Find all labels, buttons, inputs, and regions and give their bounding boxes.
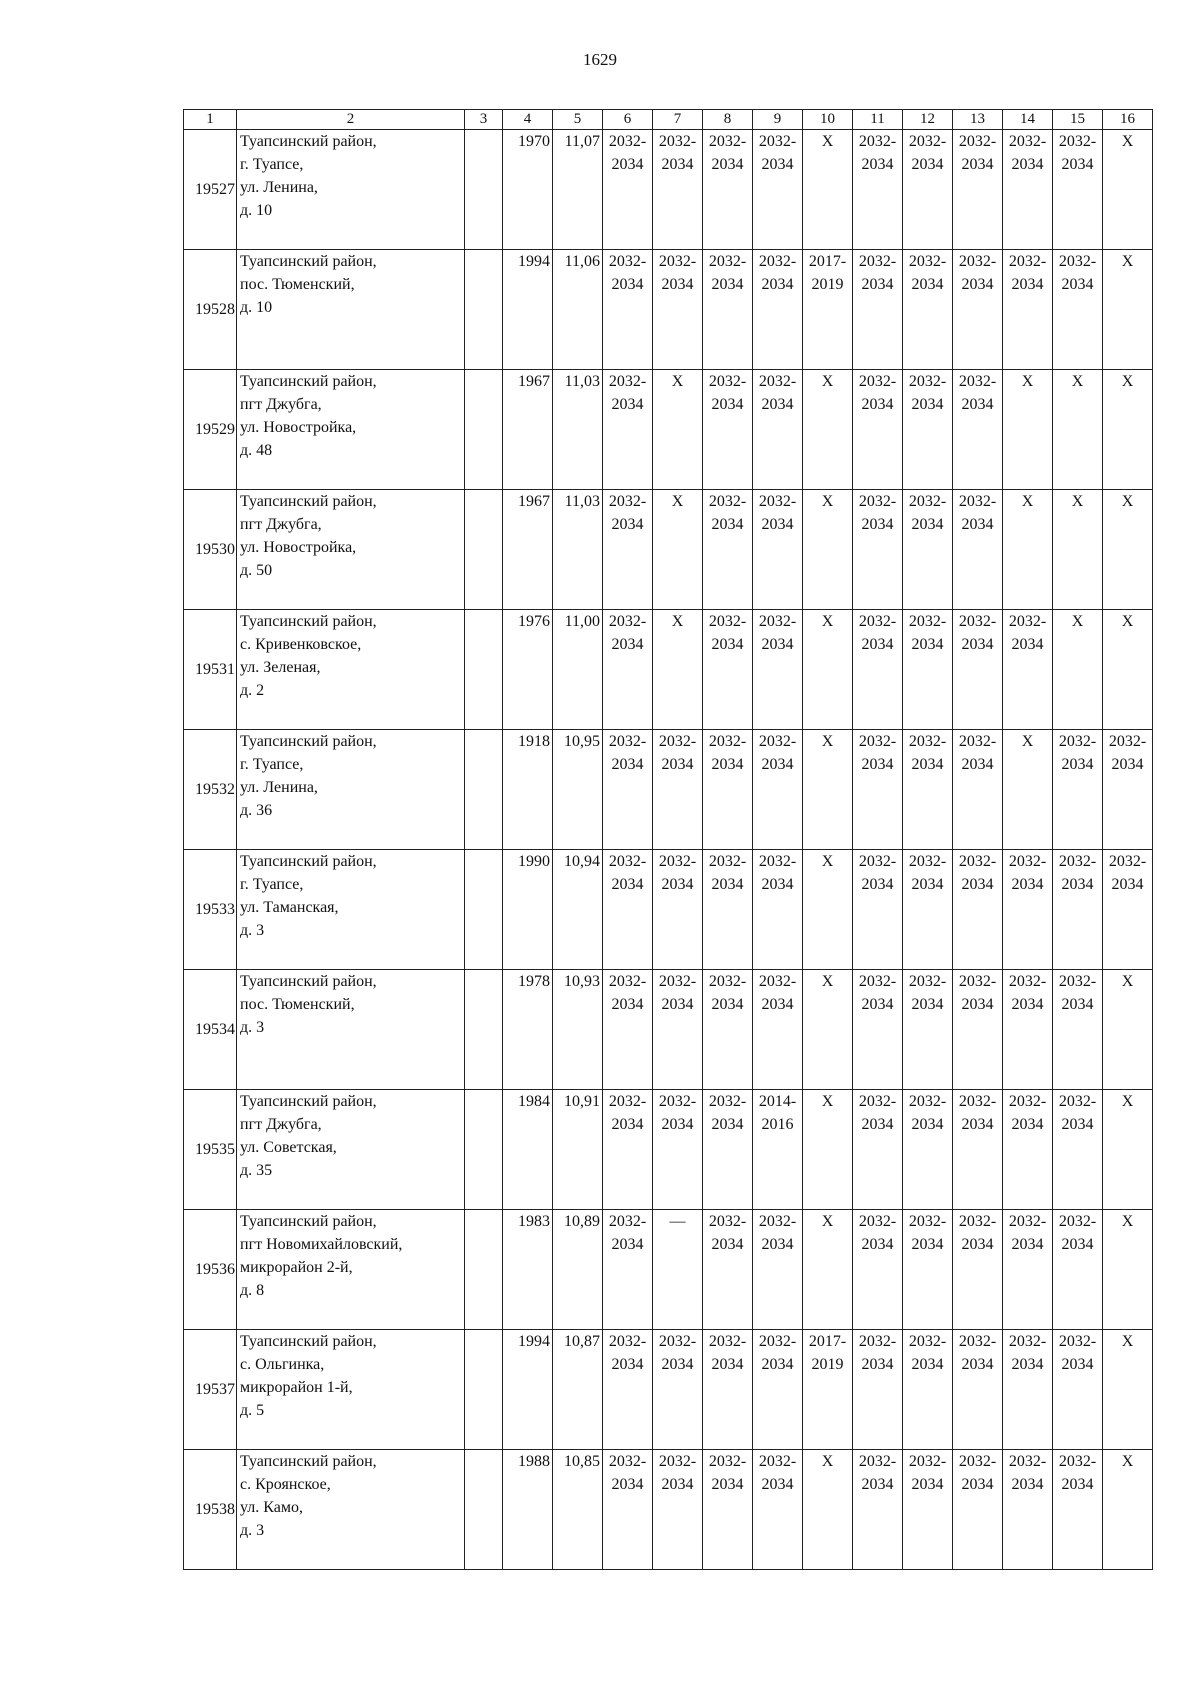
period-cell: 2032- 2034 bbox=[703, 610, 753, 730]
record-number: 19536 bbox=[184, 1210, 237, 1330]
period-cell: 2032- 2034 bbox=[753, 610, 803, 730]
column-3-cell bbox=[465, 490, 503, 610]
table-row bbox=[184, 610, 1153, 730]
period-cell: 2014- 2016 bbox=[753, 1090, 803, 1210]
address-line: пгт Новомихайловский, bbox=[240, 1236, 403, 1253]
period-cell: X bbox=[1053, 490, 1103, 610]
value-cell: 10,95 bbox=[553, 730, 603, 850]
period-cell: 2032- 2034 bbox=[603, 970, 653, 1090]
period-cell: 2032- 2034 bbox=[1053, 130, 1103, 250]
period-cell: 2032- 2034 bbox=[953, 490, 1003, 610]
period-cell: 2032- 2034 bbox=[853, 370, 903, 490]
period-cell: 2017- 2019 bbox=[803, 1330, 853, 1450]
address-cell bbox=[237, 370, 465, 490]
year-cell: 1918 bbox=[503, 730, 553, 850]
period-cell: 2032- 2034 bbox=[1003, 1450, 1053, 1570]
value-cell: 11,00 bbox=[553, 610, 603, 730]
column-header: 16 bbox=[1103, 110, 1153, 130]
period-cell: 2032- 2034 bbox=[703, 850, 753, 970]
period-cell: 2032- 2034 bbox=[1003, 130, 1053, 250]
address-line: д. 35 bbox=[240, 1162, 273, 1179]
period-cell: 2032- 2034 bbox=[653, 1450, 703, 1570]
period-cell: 2032- 2034 bbox=[653, 850, 703, 970]
period-cell: 2032- 2034 bbox=[903, 730, 953, 850]
address-line: микрорайон 2-й, bbox=[240, 1259, 353, 1276]
address-line: Туапсинский район, bbox=[240, 1213, 377, 1230]
address-line: пос. Тюменский, bbox=[240, 996, 355, 1013]
address-line: г. Туапсе, bbox=[240, 876, 304, 893]
table-header-row bbox=[184, 110, 1153, 130]
period-cell: 2032- 2034 bbox=[703, 250, 753, 370]
column-3-cell bbox=[465, 850, 503, 970]
period-cell: 2032- 2034 bbox=[603, 730, 653, 850]
record-number: 19533 bbox=[184, 850, 237, 970]
address-line: г. Туапсе, bbox=[240, 756, 304, 773]
address-line: д. 36 bbox=[240, 802, 273, 819]
housing-registry-table bbox=[183, 109, 1153, 1570]
address-line: д. 2 bbox=[240, 682, 265, 699]
address-line: ул. Таманская, bbox=[240, 899, 339, 916]
address-line: Туапсинский район, bbox=[240, 853, 377, 870]
period-cell: 2032- 2034 bbox=[1053, 1330, 1103, 1450]
column-3-cell bbox=[465, 610, 503, 730]
address-line: Туапсинский район, bbox=[240, 1093, 377, 1110]
period-cell: 2032- 2034 bbox=[853, 490, 903, 610]
period-cell: 2032- 2034 bbox=[603, 1210, 653, 1330]
period-cell: X bbox=[1103, 490, 1153, 610]
period-cell: — bbox=[653, 1210, 703, 1330]
year-cell: 1978 bbox=[503, 970, 553, 1090]
value-cell: 10,91 bbox=[553, 1090, 603, 1210]
record-number: 19537 bbox=[184, 1330, 237, 1450]
address-line: пос. Тюменский, bbox=[240, 276, 355, 293]
year-cell: 1976 bbox=[503, 610, 553, 730]
address-line: ул. Советская, bbox=[240, 1139, 337, 1156]
address-line: с. Кривенковское, bbox=[240, 636, 362, 653]
table-row bbox=[184, 250, 1153, 370]
period-cell: 2032- 2034 bbox=[903, 1450, 953, 1570]
period-cell: 2032- 2034 bbox=[603, 1090, 653, 1210]
period-cell: 2032- 2034 bbox=[1003, 850, 1053, 970]
period-cell: 2017- 2019 bbox=[803, 250, 853, 370]
value-cell: 11,03 bbox=[553, 490, 603, 610]
record-number: 19531 bbox=[184, 610, 237, 730]
column-header: 15 bbox=[1053, 110, 1103, 130]
period-cell: 2032- 2034 bbox=[1053, 250, 1103, 370]
address-line: д. 48 bbox=[240, 442, 273, 459]
column-header: 2 bbox=[237, 110, 465, 130]
period-cell: X bbox=[803, 610, 853, 730]
period-cell: X bbox=[653, 490, 703, 610]
address-line: ул. Новостройка, bbox=[240, 539, 357, 556]
period-cell: 2032- 2034 bbox=[753, 730, 803, 850]
year-cell: 1970 bbox=[503, 130, 553, 250]
record-number: 19532 bbox=[184, 730, 237, 850]
period-cell: 2032- 2034 bbox=[753, 1450, 803, 1570]
column-3-cell bbox=[465, 730, 503, 850]
record-number: 19528 bbox=[184, 250, 237, 370]
period-cell: 2032- 2034 bbox=[903, 250, 953, 370]
address-line: Туапсинский район, bbox=[240, 133, 377, 150]
period-cell: 2032- 2034 bbox=[853, 970, 903, 1090]
period-cell: 2032- 2034 bbox=[903, 490, 953, 610]
address-line: д. 10 bbox=[240, 202, 273, 219]
address-line: микрорайон 1-й, bbox=[240, 1379, 353, 1396]
period-cell: X bbox=[1103, 1330, 1153, 1450]
period-cell: 2032- 2034 bbox=[753, 1210, 803, 1330]
address-line: Туапсинский район, bbox=[240, 373, 377, 390]
address-line: д. 3 bbox=[240, 922, 265, 939]
period-cell: 2032- 2034 bbox=[603, 850, 653, 970]
period-cell: 2032- 2034 bbox=[903, 850, 953, 970]
period-cell: 2032- 2034 bbox=[653, 130, 703, 250]
period-cell: 2032- 2034 bbox=[703, 130, 753, 250]
address-line: Туапсинский район, bbox=[240, 253, 377, 270]
period-cell: 2032- 2034 bbox=[603, 370, 653, 490]
column-header: 4 bbox=[503, 110, 553, 130]
period-cell: X bbox=[1103, 1450, 1153, 1570]
period-cell: 2032- 2034 bbox=[903, 1330, 953, 1450]
period-cell: 2032- 2034 bbox=[753, 250, 803, 370]
period-cell: 2032- 2034 bbox=[903, 1210, 953, 1330]
period-cell: 2032- 2034 bbox=[703, 1450, 753, 1570]
period-cell: X bbox=[1053, 610, 1103, 730]
period-cell: X bbox=[803, 970, 853, 1090]
column-3-cell bbox=[465, 250, 503, 370]
period-cell: 2032- 2034 bbox=[953, 730, 1003, 850]
period-cell: X bbox=[1003, 730, 1053, 850]
period-cell: 2032- 2034 bbox=[753, 370, 803, 490]
period-cell: 2032- 2034 bbox=[653, 1090, 703, 1210]
address-cell bbox=[237, 1090, 465, 1210]
address-line: Туапсинский район, bbox=[240, 973, 377, 990]
column-3-cell bbox=[465, 1210, 503, 1330]
table-row bbox=[184, 1450, 1153, 1570]
address-line: ул. Зеленая, bbox=[240, 659, 321, 676]
period-cell: X bbox=[803, 850, 853, 970]
address-line: ул. Новостройка, bbox=[240, 419, 357, 436]
period-cell: 2032- 2034 bbox=[653, 970, 703, 1090]
period-cell: 2032- 2034 bbox=[603, 1450, 653, 1570]
period-cell: 2032- 2034 bbox=[703, 1090, 753, 1210]
period-cell: 2032- 2034 bbox=[1053, 730, 1103, 850]
year-cell: 1983 bbox=[503, 1210, 553, 1330]
table-body bbox=[184, 130, 1153, 1570]
column-3-cell bbox=[465, 1450, 503, 1570]
period-cell: 2032- 2034 bbox=[753, 1330, 803, 1450]
period-cell: 2032- 2034 bbox=[1103, 730, 1153, 850]
record-number: 19538 bbox=[184, 1450, 237, 1570]
address-line: Туапсинский район, bbox=[240, 733, 377, 750]
period-cell: 2032- 2034 bbox=[903, 970, 953, 1090]
column-header: 14 bbox=[1003, 110, 1053, 130]
value-cell: 10,89 bbox=[553, 1210, 603, 1330]
value-cell: 10,94 bbox=[553, 850, 603, 970]
period-cell: 2032- 2034 bbox=[1103, 850, 1153, 970]
period-cell: X bbox=[803, 1450, 853, 1570]
period-cell: 2032- 2034 bbox=[653, 250, 703, 370]
year-cell: 1988 bbox=[503, 1450, 553, 1570]
value-cell: 10,93 bbox=[553, 970, 603, 1090]
table-row bbox=[184, 850, 1153, 970]
period-cell: 2032- 2034 bbox=[853, 1210, 903, 1330]
address-line: Туапсинский район, bbox=[240, 1333, 377, 1350]
address-line: д. 50 bbox=[240, 562, 273, 579]
year-cell: 1994 bbox=[503, 250, 553, 370]
table-row bbox=[184, 130, 1153, 250]
period-cell: 2032- 2034 bbox=[903, 1090, 953, 1210]
address-line: с. Ольгинка, bbox=[240, 1356, 325, 1373]
period-cell: 2032- 2034 bbox=[953, 850, 1003, 970]
column-header: 7 bbox=[653, 110, 703, 130]
page-number: 1629 bbox=[583, 50, 617, 69]
period-cell: 2032- 2034 bbox=[903, 370, 953, 490]
address-line: д. 5 bbox=[240, 1402, 265, 1419]
period-cell: X bbox=[803, 490, 853, 610]
period-cell: 2032- 2034 bbox=[703, 1330, 753, 1450]
period-cell: 2032- 2034 bbox=[953, 250, 1003, 370]
period-cell: 2032- 2034 bbox=[603, 130, 653, 250]
value-cell: 10,87 bbox=[553, 1330, 603, 1450]
address-cell bbox=[237, 250, 465, 370]
period-cell: 2032- 2034 bbox=[1003, 970, 1053, 1090]
address-cell bbox=[237, 1450, 465, 1570]
value-cell: 10,85 bbox=[553, 1450, 603, 1570]
address-cell bbox=[237, 1330, 465, 1450]
period-cell: 2032- 2034 bbox=[753, 130, 803, 250]
address-line: пгт Джубга, bbox=[240, 396, 322, 413]
period-cell: 2032- 2034 bbox=[753, 970, 803, 1090]
address-line: пгт Джубга, bbox=[240, 516, 322, 533]
table-row bbox=[184, 730, 1153, 850]
address-line: Туапсинский район, bbox=[240, 493, 377, 510]
column-header: 3 bbox=[465, 110, 503, 130]
address-line: ул. Камо, bbox=[240, 1499, 303, 1516]
period-cell: 2032- 2034 bbox=[1053, 1450, 1103, 1570]
address-cell bbox=[237, 610, 465, 730]
value-cell: 11,03 bbox=[553, 370, 603, 490]
address-line: Туапсинский район, bbox=[240, 613, 377, 630]
address-line: д. 3 bbox=[240, 1019, 265, 1036]
period-cell: 2032- 2034 bbox=[903, 130, 953, 250]
column-header: 12 bbox=[903, 110, 953, 130]
period-cell: 2032- 2034 bbox=[853, 1450, 903, 1570]
address-cell bbox=[237, 730, 465, 850]
record-number: 19534 bbox=[184, 970, 237, 1090]
address-cell bbox=[237, 850, 465, 970]
period-cell: X bbox=[653, 370, 703, 490]
column-3-cell bbox=[465, 1090, 503, 1210]
address-line: д. 10 bbox=[240, 299, 273, 316]
period-cell: 2032- 2034 bbox=[1003, 250, 1053, 370]
period-cell: X bbox=[1053, 370, 1103, 490]
column-header: 5 bbox=[553, 110, 603, 130]
address-line: ул. Ленина, bbox=[240, 179, 318, 196]
table-row bbox=[184, 970, 1153, 1090]
period-cell: 2032- 2034 bbox=[753, 850, 803, 970]
address-line: д. 8 bbox=[240, 1282, 265, 1299]
period-cell: 2032- 2034 bbox=[853, 1330, 903, 1450]
address-cell bbox=[237, 490, 465, 610]
period-cell: 2032- 2034 bbox=[953, 1330, 1003, 1450]
address-cell bbox=[237, 1210, 465, 1330]
address-cell bbox=[237, 130, 465, 250]
period-cell: 2032- 2034 bbox=[603, 490, 653, 610]
period-cell: 2032- 2034 bbox=[853, 250, 903, 370]
column-header: 6 bbox=[603, 110, 653, 130]
year-cell: 1994 bbox=[503, 1330, 553, 1450]
period-cell: 2032- 2034 bbox=[953, 130, 1003, 250]
period-cell: X bbox=[803, 130, 853, 250]
column-header: 1 bbox=[184, 110, 237, 130]
period-cell: X bbox=[1103, 970, 1153, 1090]
period-cell: 2032- 2034 bbox=[853, 610, 903, 730]
value-cell: 11,07 bbox=[553, 130, 603, 250]
period-cell: 2032- 2034 bbox=[953, 370, 1003, 490]
period-cell: 2032- 2034 bbox=[953, 970, 1003, 1090]
address-line: Туапсинский район, bbox=[240, 1453, 377, 1470]
column-3-cell bbox=[465, 130, 503, 250]
column-3-cell bbox=[465, 970, 503, 1090]
period-cell: 2032- 2034 bbox=[1053, 850, 1103, 970]
period-cell: 2032- 2034 bbox=[1003, 610, 1053, 730]
address-line: с. Кроянское, bbox=[240, 1476, 331, 1493]
period-cell: X bbox=[1103, 130, 1153, 250]
year-cell: 1990 bbox=[503, 850, 553, 970]
period-cell: 2032- 2034 bbox=[703, 970, 753, 1090]
column-header: 13 bbox=[953, 110, 1003, 130]
period-cell: 2032- 2034 bbox=[1003, 1210, 1053, 1330]
record-number: 19529 bbox=[184, 370, 237, 490]
period-cell: X bbox=[1103, 370, 1153, 490]
period-cell: X bbox=[1003, 370, 1053, 490]
table-row bbox=[184, 1210, 1153, 1330]
period-cell: 2032- 2034 bbox=[953, 1210, 1003, 1330]
period-cell: 2032- 2034 bbox=[603, 1330, 653, 1450]
address-cell bbox=[237, 970, 465, 1090]
period-cell: 2032- 2034 bbox=[653, 730, 703, 850]
period-cell: 2032- 2034 bbox=[703, 730, 753, 850]
period-cell: 2032- 2034 bbox=[953, 1450, 1003, 1570]
period-cell: 2032- 2034 bbox=[1003, 1090, 1053, 1210]
period-cell: 2032- 2034 bbox=[603, 610, 653, 730]
record-number: 19535 bbox=[184, 1090, 237, 1210]
period-cell: 2032- 2034 bbox=[703, 370, 753, 490]
period-cell: 2032- 2034 bbox=[853, 1090, 903, 1210]
address-line: д. 3 bbox=[240, 1522, 265, 1539]
record-number: 19527 bbox=[184, 130, 237, 250]
column-header: 8 bbox=[703, 110, 753, 130]
period-cell: 2032- 2034 bbox=[703, 490, 753, 610]
period-cell: X bbox=[803, 1090, 853, 1210]
period-cell: X bbox=[803, 1210, 853, 1330]
address-line: пгт Джубга, bbox=[240, 1116, 322, 1133]
column-header: 9 bbox=[753, 110, 803, 130]
period-cell: 2032- 2034 bbox=[853, 730, 903, 850]
period-cell: 2032- 2034 bbox=[1053, 1210, 1103, 1330]
year-cell: 1967 bbox=[503, 370, 553, 490]
period-cell: 2032- 2034 bbox=[753, 490, 803, 610]
period-cell: 2032- 2034 bbox=[853, 850, 903, 970]
period-cell: X bbox=[1003, 490, 1053, 610]
address-line: г. Туапсе, bbox=[240, 156, 304, 173]
value-cell: 11,06 bbox=[553, 250, 603, 370]
column-header: 11 bbox=[853, 110, 903, 130]
period-cell: 2032- 2034 bbox=[953, 610, 1003, 730]
column-header: 10 bbox=[803, 110, 853, 130]
table-row bbox=[184, 1090, 1153, 1210]
period-cell: X bbox=[803, 730, 853, 850]
period-cell: 2032- 2034 bbox=[653, 1330, 703, 1450]
table-row bbox=[184, 1330, 1153, 1450]
period-cell: X bbox=[1103, 1210, 1153, 1330]
table-row bbox=[184, 490, 1153, 610]
period-cell: 2032- 2034 bbox=[703, 1210, 753, 1330]
column-3-cell bbox=[465, 370, 503, 490]
period-cell: X bbox=[1103, 250, 1153, 370]
period-cell: X bbox=[1103, 1090, 1153, 1210]
year-cell: 1984 bbox=[503, 1090, 553, 1210]
record-number: 19530 bbox=[184, 490, 237, 610]
period-cell: 2032- 2034 bbox=[1053, 1090, 1103, 1210]
period-cell: X bbox=[1103, 610, 1153, 730]
period-cell: X bbox=[803, 370, 853, 490]
period-cell: 2032- 2034 bbox=[1003, 1330, 1053, 1450]
year-cell: 1967 bbox=[503, 490, 553, 610]
period-cell: 2032- 2034 bbox=[953, 1090, 1003, 1210]
period-cell: 2032- 2034 bbox=[903, 610, 953, 730]
column-3-cell bbox=[465, 1330, 503, 1450]
period-cell: 2032- 2034 bbox=[1053, 970, 1103, 1090]
period-cell: 2032- 2034 bbox=[603, 250, 653, 370]
address-line: ул. Ленина, bbox=[240, 779, 318, 796]
period-cell: 2032- 2034 bbox=[853, 130, 903, 250]
table-row bbox=[184, 370, 1153, 490]
period-cell: X bbox=[653, 610, 703, 730]
